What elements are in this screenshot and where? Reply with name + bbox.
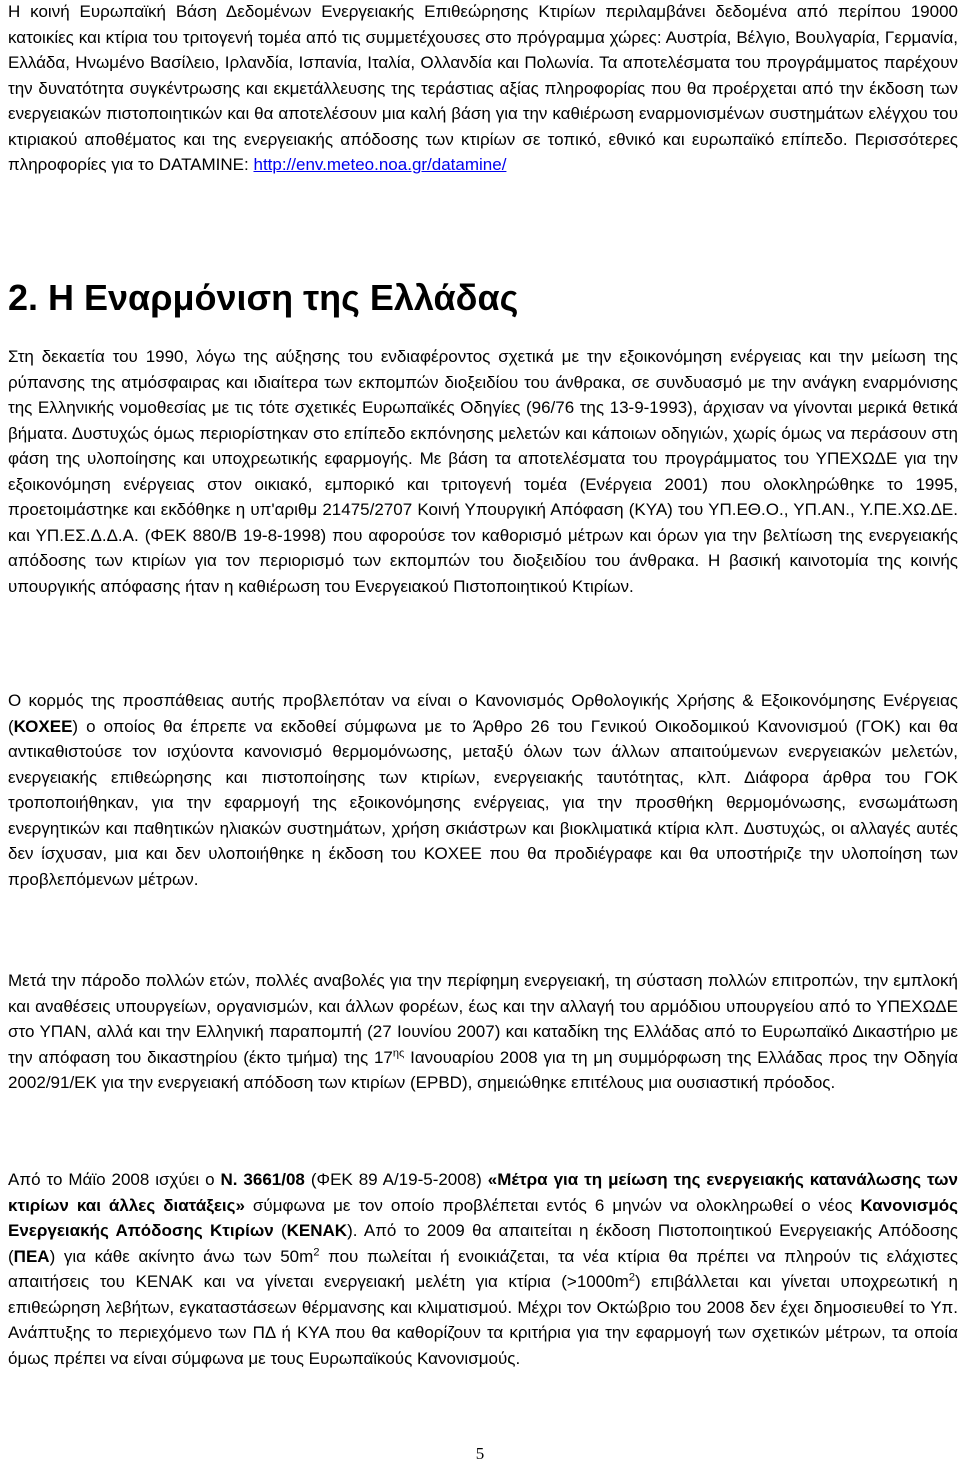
p5-regulation-name: Κανονισμός Ενεργειακής Απόδοσης Κτιρίων: [8, 1195, 958, 1240]
paragraph-history: Στη δεκαετία του 1990, λόγω της αύξησης του ενδιαφέροντος σχετικά με την εξοικονόμηση ενέργειας και την μείωση της ρύπανσης της ατμόσφαιρας και ιδιαίτερα των εκπομπών διοξειδίου του άνθρακα, σε συνδυασμό με την ανάγκη εναρμόνισης της Ελληνικής νομοθεσίας με τις τότε σχετικές Ευρωπαϊκές Οδηγίες (96/76 της 13-9-1993), άρχισαν να γίνονται μερικά θετικά βήματα. Δυστυχώς όμως περιορίστηκαν στο επίπεδο εκπόνησης μελετών και κάποιων οδηγιών, χωρίς όμως να περάσουν στη φάση της υλοποίησης και υποχρεωτικής εφαρμογής. Με βάση τα αποτελέσματα του προγράμματος του ΥΠΕΧΩΔΕ για την εξοικονόμηση ενέργειας στον οικιακό, εμπορικό και τριτογενή τομέα (Ενέργεια 2001) που ολοκληρώθηκε το 1995, προετοιμάστηκε και εκδόθηκε η υπ'αριθμ 21475/2707 Κοινή Υπουργική Απόφαση (ΚΥΑ) του ΥΠ.ΕΘ.Ο., ΥΠ.ΑΝ., Υ.ΠΕ.ΧΩ.ΔΕ. και ΥΠ.ΕΣ.Δ.Δ.Α. (ΦΕΚ 880/Β 19-8-1998) που αφορούσε τον καθορισμό μέτρων και όρων για την βελτίωση της ενεργειακής απόδοσης των κτιρίων για τον περιορισμό των εκπομπών του διοξειδίου του άνθρακα. Η βασική καινοτομία της κοινής υπουργικής απόφασης ήταν η καθιέρωση του Ενεργειακού Πιστοποιητικού Κτιρίων.: [8, 347, 958, 596]
p3-text-a: Ο κορμός της προσπάθειας αυτής προβλεπόταν να είναι ο Κανονισμός Ορθολογικής Χρήσης & Εξοικονόμησης Ενέργειας (: [8, 691, 958, 736]
p5-text-c: (ΦΕΚ 89 Α/19-5-2008): [304, 1170, 488, 1189]
p5-superscript-1: 2: [313, 1245, 320, 1258]
p5-law-number: Ν. 3661/08: [220, 1170, 305, 1189]
datamine-link[interactable]: http://env.meteo.noa.gr/datamine/: [253, 155, 507, 174]
page-number: 5: [475, 1444, 485, 1463]
paragraph-progress: [8, 968, 958, 1096]
p5-kenak: ΚΕΝΑΚ: [286, 1221, 348, 1240]
p4-text-a: Μετά την πάροδο πολλών ετών, πολλές αναβολές για την περίφημη ενεργειακή, τη σύσταση πολλών επιτροπών, την εμπλοκή και αναθέσεις υπουργείων, οργανισμών, και άλλων φορέων, έως και την αλλαγή του αρμόδιου υπουργείου από το ΥΠΕΧΩΔΕ στο ΥΠΑΝ, αλλά και την Ελληνική παραπομπή (27 Ιουνίου 2007) και καταδίκη της Ελλάδας από το Ευρωπαϊκό Δικαστήριο με την απόφαση του δικαστηρίου (έκτο τμήμα) της 17: [8, 971, 958, 1067]
section-heading: 2. Η Εναρμόνιση της Ελλάδας: [8, 277, 519, 318]
intro-paragraph: [8, 0, 958, 178]
p4-text-b: Ιανουαρίου 2008 για τη μη συμμόρφωση της Ελλάδας προς την Οδηγία 2002/91/ΕΚ για την ενεργειακή απόδοση των κτιρίων (EPBD), σημειώθηκε επιτέλους μια ουσιαστική πρόοδος.: [8, 1047, 959, 1092]
intro-text: Η κοινή Ευρωπαϊκή Βάση Δεδομένων Ενεργειακής Επιθεώρησης Κτιρίων περιλαμβάνει δεδομένα από περίπου 19000 κατοικίες και κτίρια του τριτογενή τομέα από τις συμμετέχουσες στο πρόγραμμα χώρες: Αυστρία, Βέλγιο, Βουλγαρία, Γερμανία, Ελλάδα, Ηνωμένο Βασίλειο, Ιρλανδία, Ισπανία, Ιταλία, Ολλανδία και Πολωνία. Τα αποτελέσματα του προγράμματος παρέχουν την δυνατότητα συγκέντρωσης και εκμετάλλευσης της τεράστιας αξίας πληροφορίας που θα προέρχεται από την έκδοση των ενεργειακών πιστοποιητικών και θα αποτελέσουν μια καλή βάση για την καθιέρωση εναρμονισμένων συστημάτων ελέγχου του κτιριακού αποθέματος και της ενεργειακής απόδοσης των κτιρίων σε τοπικό, εθνικό και ευρωπαϊκό επίπεδο. Περισσότερες πληροφορίες για το DATAMINE:: [8, 2, 958, 174]
p5-text-a: Από το Μάϊο 2008 ισχύει ο: [8, 1170, 221, 1189]
paragraph-law: [8, 1167, 958, 1371]
p5-superscript-2: 2: [628, 1271, 635, 1284]
p3-kochee-bold: ΚΟΧΕΕ: [13, 716, 73, 736]
p5-text-k: ) για κάθε ακίνητο άνω των 50m: [49, 1246, 314, 1266]
p4-superscript: ης: [392, 1046, 405, 1059]
p5-law-title: «Μέτρα για τη μείωση της ενεργειακής κατανάλωσης των κτιρίων και άλλες διατάξεις»: [8, 1170, 958, 1215]
p5-text-e: σύμφωνα με τον οποίο προβλέπεται εντός 6 μηνών να ολοκληρωθεί ο νέος: [244, 1195, 861, 1215]
p5-text-l: που πωλείται ή ενοικιάζεται, τα νέα κτίρια θα πρέπει να πληρούν τις ελάχιστες απαιτήσεις του ΚΕΝΑΚ και να γίνεται ενεργειακή μελέτη για κτίρια (>1000m: [8, 1246, 959, 1291]
p5-text-i: ). Από το 2009 θα απαιτείται η έκδοση Πιστοποιητικού Ενεργειακής Απόδοσης (: [8, 1221, 959, 1266]
p5-text-g: (: [273, 1221, 287, 1240]
p5-text-m: ) επιβάλλεται και γίνεται υποχρεωτική η επιθεώρηση λεβήτων, εγκαταστάσεων θέρμανσης και κλιματισμού. Μέχρι τον Οκτώβριο του 2008 δεν έχει δημοσιευθεί το Υπ. Ανάπτυξης το περιεχόμενο των ΠΔ ή ΚΥΑ που θα καθορίζουν τα κριτήρια για την εφαρμογή των σχετικών μέτρων, τα οποία όμως πρέπει να είναι σύμφωνα με τους Ευρωπαϊκούς Κανονισμούς.: [8, 1272, 958, 1368]
p3-text-c: ) ο οποίος θα έπρεπε να εκδοθεί σύμφωνα με το Άρθρο 26 του Γενικού Οικοδομικού Κανονισμού (ΓΟΚ) και θα αντικαθιστούσε τον ισχύοντα κανονισμό θερμομόνωσης, μεταξύ όλων των άλλων απαιτούμενων ενεργειακών μελετών, ενεργειακής επιθεώρησης και πιστοποίησης των κτιρίων, ενεργειακής ταυτότητας, κλπ. Διάφορα άρθρα του ΓΟΚ τροποποιήθηκαν, για την εφαρμογή της εξοικονόμησης ενέργειας, για την προσθήκη θερμομόνωσης, ενσωμάτωση ενεργητικών και παθητικών ηλιακών συστημάτων, χρήση σκιάστρων και βιοκλιματικά κτίρια κλπ. Δυστυχώς, οι αλλαγές αυτές δεν ίσχυσαν, μια και δεν υλοποιήθηκε η έκδοση του ΚΟΧΕΕ που θα προδιέγραφε και θα υποστήριζε την υλοποίηση των προβλεπόμενων μέτρων.: [8, 716, 958, 889]
p5-pea: ΠΕΑ: [13, 1246, 50, 1266]
paragraph-kochee: [8, 688, 958, 892]
